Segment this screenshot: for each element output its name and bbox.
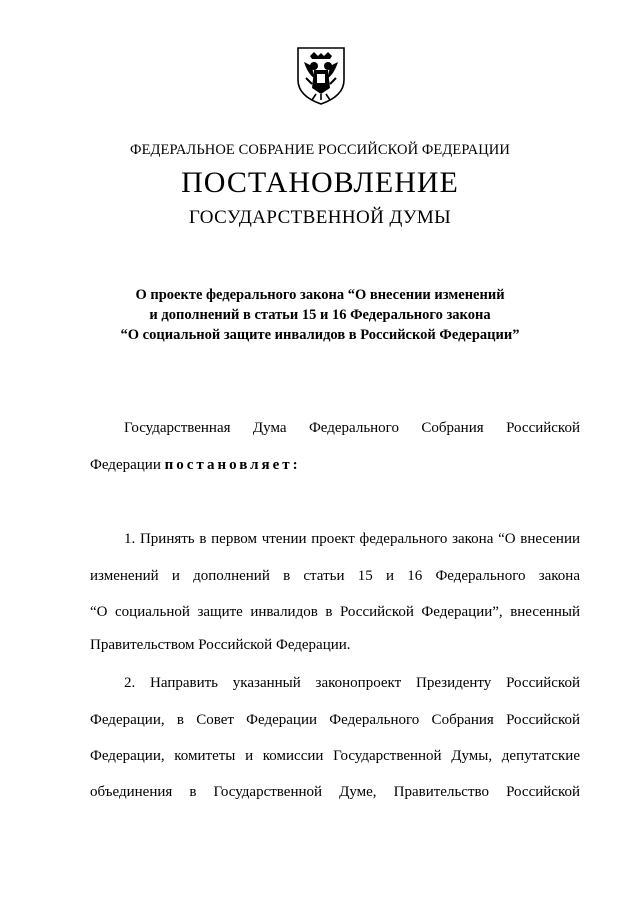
preamble-prefix: Федерации <box>90 457 165 473</box>
item-1-line: изменений и дополнений в статьи 15 и 16 Федерального закона <box>90 568 580 584</box>
item-1-line: Правительством Российской Федерации. <box>90 637 351 653</box>
preamble-line: Государственная Дума Федерального Собрания Российской <box>124 420 580 436</box>
document-issuer: ГОСУДАРСТВЕННОЙ ДУМЫ <box>188 207 452 228</box>
subject-line: и дополнений в статьи 15 и 16 Федерального закона <box>149 307 491 323</box>
item-2-line: объединения в Государственной Думе, Правительство Российской <box>90 784 580 800</box>
preamble-line <box>90 457 580 474</box>
item-1-line: 1. Принять в первом чтении проект федерального закона “О внесении <box>124 531 580 547</box>
item-2-line: Федерации, в Совет Федерации Федерального Собрания Российской <box>90 712 580 728</box>
subject-line: О проекте федерального закона “О внесении изменений <box>135 287 505 303</box>
subject-line: “О социальной защите инвалидов в Российской Федерации” <box>120 327 520 343</box>
decree-word: постановляет: <box>164 457 301 473</box>
document-type-title: ПОСТАНОВЛЕНИЕ <box>181 166 459 199</box>
item-2-line: 2. Направить указанный законопроект Президенту Российской <box>124 675 580 691</box>
item-1-line: “О социальной защите инвалидов в Российской Федерации”, внесенный <box>90 604 580 620</box>
coat-of-arms-icon <box>292 44 350 106</box>
item-2-line: Федерации, комитеты и комиссии Государственной Думы, депутатские <box>90 748 580 764</box>
document-subject <box>60 285 580 345</box>
assembly-heading: ФЕДЕРАЛЬНОЕ СОБРАНИЕ РОССИЙСКОЙ ФЕДЕРАЦИИ <box>130 142 510 158</box>
